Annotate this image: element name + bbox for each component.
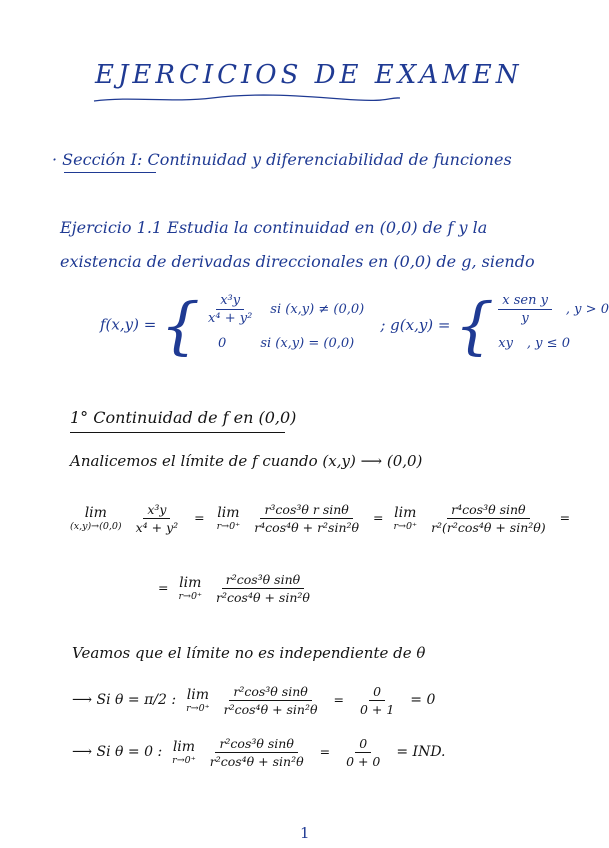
veamos-text: Veamos que el límite no es independiente de θ [72, 644, 426, 662]
function-definitions [100, 289, 609, 362]
case-theta-zero: ⟶ Si θ = 0 : lim r→0⁺ $\frac{\text{r²cos³θ sinθ}}{\text{r²cos⁴θ + sin²θ}}$ = $\frac{0}{0 + 0}$ = IND. [72, 736, 446, 769]
g-value-2: xy [498, 335, 513, 351]
g-fraction: $\frac{\text{x sen y}}{y}$ [498, 293, 552, 326]
title-underline-decoration [92, 92, 402, 106]
f-fraction: $\frac{\text{x³y}}{\text{x⁴ + y²}}$ [208, 292, 253, 326]
page-title: EJERCICIOS DE EXAMEN [95, 60, 523, 90]
g-condition-2: , y ≤ 0 [526, 335, 570, 351]
fraction: $\frac{\text{r²cos³θ sinθ}}{\text{r²cos⁴θ + sin²θ}}$ [216, 572, 310, 605]
fraction: $\frac{\text{r²cos³θ sinθ}}{\text{r²cos⁴θ + sin²θ}}$ [223, 684, 318, 717]
f-cases [204, 292, 364, 360]
fraction: $\frac{0}{0 + 0}$ [346, 736, 381, 769]
fraction: $\frac{\text{r³cos³θ r sinθ}}{\text{r⁴cos⁴θ + r²sin²θ}}$ [254, 502, 360, 535]
g-lhs: ; g(x,y) = [380, 315, 451, 334]
limit-operator: lim r→0⁺ [172, 739, 196, 766]
g-brace: { [454, 289, 495, 362]
fraction: $\frac{\text{r²cos³θ sinθ}}{\text{r²cos⁴θ + sin²θ}}$ [209, 736, 304, 769]
fraction: $\frac{\text{r⁴cos³θ sinθ}}{\text{r²(r²cos⁴θ + sin²θ)}}$ [431, 502, 546, 535]
exercise-statement-line2: existencia de derivadas direccionales en (0,0) de g, siendo [60, 252, 535, 271]
case-theta-pi-half: ⟶ Si θ = π/2 : lim r→0⁺ $\frac{\text{r²cos³θ sinθ}}{\text{r²cos⁴θ + sin²θ}}$ = $\frac{0}{0 + 1}$ = 0 [72, 684, 436, 717]
page-number: 1 [300, 824, 310, 842]
f-condition-1: si (x,y) ≠ (0,0) [270, 301, 365, 317]
f-brace: { [160, 289, 200, 362]
fraction: $\frac{\text{x³y}}{\text{x⁴ + y²}}$ [135, 502, 179, 535]
f-value-2: 0 [218, 335, 227, 351]
limit-equation-1: lim (x,y)→(0,0) $\frac{\text{x³y}}{\text{x⁴ + y²}}$ = lim r→0⁺ $\frac{\text{r³cos³θ r sinθ}}{\text{r⁴cos⁴θ + r²sin²θ}}$ = lim r→0⁺ $\frac{\text{r⁴cos³θ sinθ}}{\text{r²(r²cos⁴θ + sin²θ)}}$ = [70, 502, 571, 535]
section-heading: · Sección I: Continuidad y diferenciabilidad de funciones [52, 150, 512, 169]
limit-operator: lim r→0⁺ [178, 575, 203, 602]
subsection-heading: 1° Continuidad de f en (0,0) [70, 408, 297, 427]
limit-operator: lim (x,y)→(0,0) [70, 505, 122, 532]
limit-operator: lim r→0⁺ [393, 505, 418, 532]
limit-operator: lim r→0⁺ [186, 687, 210, 714]
section-underline [64, 172, 156, 173]
fraction: $\frac{0}{0 + 1}$ [359, 684, 395, 717]
f-condition-2: si (x,y) = (0,0) [260, 335, 355, 351]
limit-operator: lim r→0⁺ [216, 505, 241, 532]
subsection-underline [70, 432, 285, 433]
g-cases [498, 292, 609, 360]
f-lhs: f(x,y) = [100, 315, 157, 334]
g-condition-1: , y > 0 [565, 301, 609, 317]
analysis-text: Analicemos el límite de f cuando (x,y) ⟶ (0,0) [70, 452, 423, 470]
exercise-statement-line1: Ejercicio 1.1 Estudia la continuidad en (0,0) de f y la [60, 218, 488, 237]
limit-equation-2: = lim r→0⁺ $\frac{\text{r²cos³θ sinθ}}{\text{r²cos⁴θ + sin²θ}}$ [158, 572, 314, 605]
